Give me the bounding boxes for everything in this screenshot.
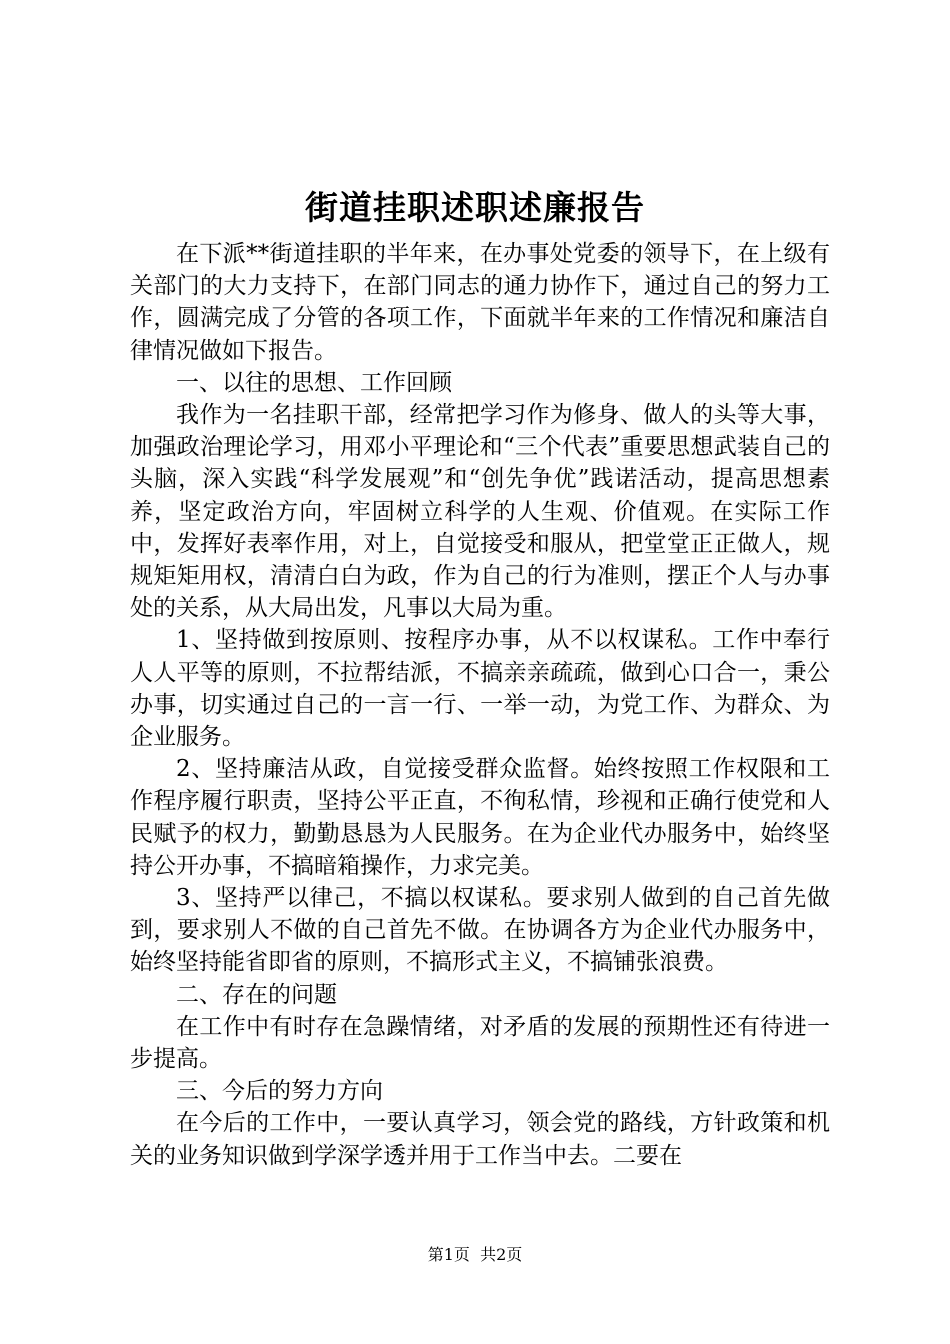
paragraph-direction: 在今后的工作中，一要认真学习，领会党的路线，方针政策和机关的业务知识做到学深学透并用于工作当中去。二要在: [130, 1110, 830, 1169]
paragraph-point-1: 1、坚持做到按原则、按程序办事，从不以权谋私。工作中奉行人人平等的原则，不拉帮结派，不搞亲亲疏疏，做到心口合一，秉公办事，切实通过自己的一言一行、一举一动，为党工作、为群众、为企业服务。: [130, 627, 830, 751]
paragraph-intro: 在下派**街道挂职的半年来，在办事处党委的领导下，在上级有关部门的大力支持下，在部门同志的通力协作下，通过自己的努力工作，圆满完成了分管的各项工作，下面就半年来的工作情况和廉洁自律情况做如下报告。: [130, 241, 830, 364]
page-number-label: 第1页 共2页: [427, 1245, 523, 1264]
document-title: 街道挂职述职述廉报告: [305, 188, 645, 227]
paragraph-review: 我作为一名挂职干部，经常把学习作为修身、做人的头等大事，加强政治理论学习，用邓小平理论和“三个代表”重要思想武装自己的头脑，深入实践“科学发展观”和“创先争优”践诺活动，提高思想素养，坚定政治方向，牢固树立科学的人生观、价值观。在实际工作中，发挥好表率作用，对上，自觉接受和服从，把堂堂正正做人，规规矩矩用权，清清白白为政，作为自己的行为准则，摆正个人与办事处的关系，从大局出发，凡事以大局为重。: [130, 402, 830, 622]
page-footer: [0, 1243, 950, 1267]
paragraph-point-3: 3、坚持严以律己，不搞以权谋私。要求别人做到的自己首先做到，要求别人不做的自己首先不做。在协调各方为企业代办服务中，始终坚持能省即省的原则，不搞形式主义，不搞铺张浪费。: [130, 885, 830, 976]
paragraph-problems: 在工作中有时存在急躁情绪，对矛盾的发展的预期性还有待进一步提高。: [130, 1013, 830, 1073]
section-heading-review: 一、以往的思想、工作回顾: [176, 369, 452, 396]
section-heading-direction: 三、今后的努力方向: [176, 1078, 383, 1105]
document-body: [130, 238, 830, 1172]
section-heading-problems: 二、存在的问题: [176, 981, 337, 1008]
paragraph-point-2: 2、坚持廉洁从政，自觉接受群众监督。始终按照工作权限和工作程序履行职责，坚持公平正直，不徇私情，珍视和正确行使党和人民赋予的权力，勤勤恳恳为人民服务。在为企业代办服务中，始终坚持公开办事，不搞暗箱操作，力求完美。: [130, 756, 830, 879]
